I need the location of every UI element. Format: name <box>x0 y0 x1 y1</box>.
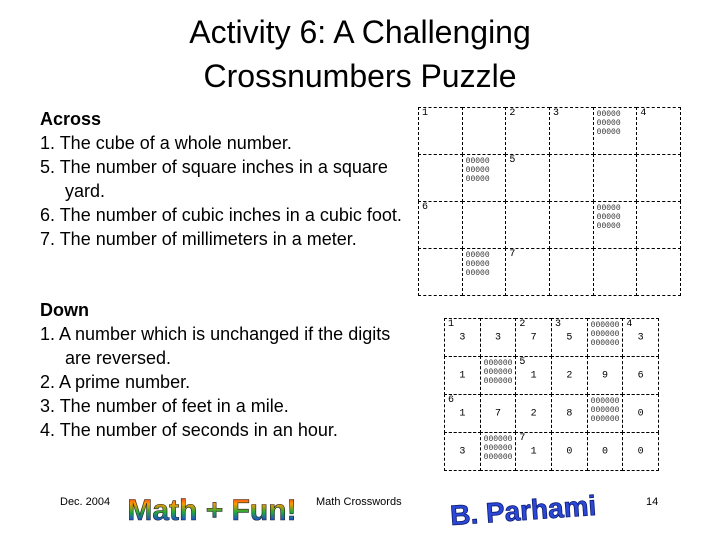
grid-cell <box>444 356 481 395</box>
title-line-1: Activity 6: A Challenging <box>189 14 531 50</box>
clue-number: 4 <box>640 108 647 119</box>
grid-cell <box>551 432 588 471</box>
footer-date: Dec. 2004 <box>60 496 111 508</box>
clue-number: 5 <box>509 155 516 166</box>
down-clues <box>40 298 410 442</box>
cell-digit: 0 <box>637 446 644 457</box>
blocked-cell <box>587 394 624 433</box>
clue-number: 1 <box>448 319 455 330</box>
blocked-cell <box>462 154 507 202</box>
blocked-cell-fill: 00000 00000 00000 <box>465 157 490 184</box>
across-clue-7: 7. The number of millimeters in a meter. <box>40 229 357 249</box>
grid-cell <box>444 432 481 471</box>
grid-cell <box>418 107 463 155</box>
cell-digit: 0 <box>601 446 608 457</box>
cell-digit: 1 <box>459 370 466 381</box>
cell-digit: 9 <box>601 370 608 381</box>
grid-cell <box>444 318 481 357</box>
blocked-cell <box>480 432 517 471</box>
across-clues <box>40 107 410 251</box>
grid-cell <box>480 394 517 433</box>
cell-digit: 3 <box>494 332 501 343</box>
clue-number: 7 <box>509 249 516 260</box>
grid-cell <box>418 154 463 202</box>
grid-cell <box>505 107 550 155</box>
blocked-cell-fill: 000000 000000 000000 <box>590 397 620 424</box>
cell-digit: 5 <box>566 332 573 343</box>
grid-cell <box>549 154 594 202</box>
page-number: 14 <box>646 496 659 508</box>
down-clue-4: 4. The number of seconds in an hour. <box>40 420 338 440</box>
clue-number: 3 <box>553 108 560 119</box>
author-logo <box>449 486 598 532</box>
blocked-cell-fill: 00000 00000 00000 <box>465 251 490 278</box>
blocked-cell <box>480 356 517 395</box>
math-fun-logo-text: Math + Fun! <box>127 494 297 527</box>
across-clue-1: 1. The cube of a whole number. <box>40 133 292 153</box>
down-clue-2: 2. A prime number. <box>40 372 191 392</box>
grid-cell <box>622 356 659 395</box>
grid-cell <box>515 432 552 471</box>
across-clue-6: 6. The number of cubic inches in a cubic foot. <box>40 205 402 225</box>
cell-digit: 0 <box>566 446 573 457</box>
down-clue-1: 1. A number which is unchanged if the digits are reversed. <box>40 324 391 368</box>
cell-digit: 0 <box>637 408 644 419</box>
grid-cell <box>549 248 594 296</box>
blocked-cell-fill: 000000 000000 000000 <box>590 321 620 348</box>
cell-digit: 6 <box>637 370 644 381</box>
math-fun-logo <box>127 486 297 530</box>
grid-cell <box>593 248 638 296</box>
grid-cell <box>549 201 594 249</box>
cell-digit: 8 <box>566 408 573 419</box>
grid-cell <box>636 154 681 202</box>
cell-digit: 1 <box>459 408 466 419</box>
grid-cell <box>593 154 638 202</box>
down-clue-3: 3. The number of feet in a mile. <box>40 396 289 416</box>
blocked-cell <box>593 107 638 155</box>
grid-cell <box>505 248 550 296</box>
clue-number: 3 <box>555 319 562 330</box>
cell-digit: 2 <box>566 370 573 381</box>
clue-number: 2 <box>509 108 516 119</box>
clue-number: 7 <box>519 433 526 444</box>
grid-cell <box>587 356 624 395</box>
cell-digit: 2 <box>530 408 537 419</box>
grid-cell <box>549 107 594 155</box>
grid-cell <box>622 318 659 357</box>
title-line-2: Crossnumbers Puzzle <box>203 58 517 94</box>
grid-cell <box>515 394 552 433</box>
grid-cell <box>444 394 481 433</box>
author-logo-text: B. Parhami <box>449 489 598 532</box>
across-clue-5: 5. The number of square inches in a square yard. <box>40 157 388 201</box>
grid-cell <box>551 394 588 433</box>
blocked-cell <box>593 201 638 249</box>
cell-digit: 1 <box>530 446 537 457</box>
grid-cell <box>622 394 659 433</box>
grid-cell <box>480 318 517 357</box>
grid-cell <box>622 432 659 471</box>
grid-cell <box>418 248 463 296</box>
clue-number: 6 <box>448 395 455 406</box>
blocked-cell-fill: 000000 000000 000000 <box>483 359 513 386</box>
cell-digit: 7 <box>530 332 537 343</box>
blocked-cell-fill: 000000 000000 000000 <box>483 435 513 462</box>
cell-digit: 3 <box>459 332 466 343</box>
grid-cell <box>462 107 507 155</box>
grid-cell <box>418 201 463 249</box>
grid-cell <box>636 107 681 155</box>
clue-number: 2 <box>519 319 526 330</box>
clue-number: 5 <box>519 357 526 368</box>
grid-cell <box>515 318 552 357</box>
grid-cell <box>551 318 588 357</box>
blocked-cell-fill: 00000 00000 00000 <box>596 110 621 137</box>
cell-digit: 7 <box>494 408 501 419</box>
clue-number: 1 <box>422 108 429 119</box>
blocked-cell-fill: 00000 00000 00000 <box>596 204 621 231</box>
grid-cell <box>462 201 507 249</box>
empty-puzzle-grid <box>418 107 680 295</box>
solved-puzzle-grid <box>444 318 658 470</box>
across-heading: Across <box>40 109 102 129</box>
grid-cell <box>505 201 550 249</box>
grid-cell <box>515 356 552 395</box>
clue-number: 6 <box>422 202 429 213</box>
grid-cell <box>505 154 550 202</box>
down-heading: Down <box>40 300 89 320</box>
slide-title <box>0 10 720 98</box>
cell-digit: 3 <box>637 332 644 343</box>
grid-cell <box>636 248 681 296</box>
blocked-cell <box>587 318 624 357</box>
cell-digit: 1 <box>530 370 537 381</box>
cell-digit: 3 <box>459 446 466 457</box>
clue-number: 4 <box>626 319 633 330</box>
grid-cell <box>587 432 624 471</box>
footer-center-text: Math Crosswords <box>316 496 402 508</box>
grid-cell <box>551 356 588 395</box>
grid-cell <box>636 201 681 249</box>
blocked-cell <box>462 248 507 296</box>
